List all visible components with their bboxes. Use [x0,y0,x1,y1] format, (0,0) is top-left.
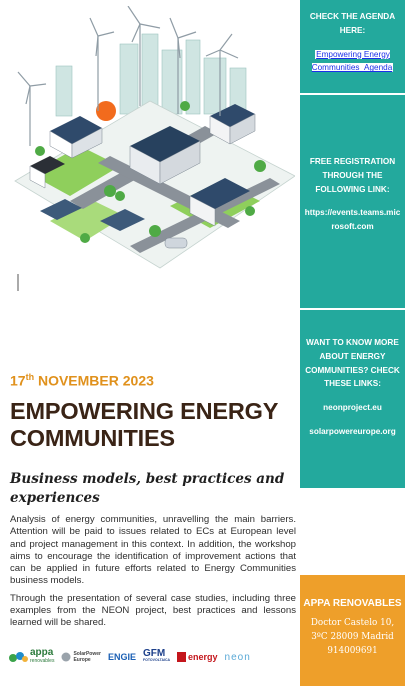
appa-logo [8,649,54,665]
gfm-logo-text: GFM [143,648,166,659]
event-description [10,514,296,635]
organizer-address-line-1: Doctor Castelo 10, [310,618,395,628]
smart-city-illustration [10,6,295,296]
agenda-link[interactable]: Empowering Energy Communities_Agenda [311,49,393,73]
energy-e-icon [177,652,186,662]
energy-logo [177,652,218,662]
description-paragraph-1: Analysis of energy communities, unravelling the main barriers. Attention will be paid to issues related to ECs at European level and project management in this context. In addition, the workshop aims to encourage the identification of improvement actions that can be applied in future efforts related to Energy Communities business models. [10,514,296,587]
neon-project-link[interactable]: neonproject.eu [323,403,382,413]
organizer-panel [300,575,405,686]
appa-logo-text: appa [30,647,54,658]
date-month-year: NOVEMBER 2023 [34,372,154,389]
more-info-heading: WANT TO KNOW MORE ABOUT ENERGY COMMUNITIES? CHECK THESE LINKS: [305,338,400,389]
gfm-logo [143,650,170,664]
organizer-address-line-2: 3ºC 28009 Madrid [311,632,394,642]
agenda-heading: CHECK THE AGENDA HERE: [309,12,396,35]
solarpower-sun-icon [61,652,71,662]
solarpower-logo-text: SolarPower [73,651,101,657]
event-subtitle: Business models, best practices and experiences [10,471,285,506]
engie-logo: ENGIE [107,652,136,662]
event-title: EMPOWERING ENERGY COMMUNITIES [10,398,278,451]
solarpower-europe-link[interactable]: solarpowereurope.org [309,426,396,436]
organizer-name: APPA RENOVABLES [303,598,402,609]
neon-logo: neon [224,651,251,663]
sidebar [300,0,410,686]
solarpower-logo-subtext: Europe [73,657,91,663]
appa-logo-subtext: renovables [30,658,55,664]
agenda-panel [300,0,405,93]
date-suffix: th [25,372,35,382]
energy-logo-text: energy [188,652,218,662]
registration-panel [300,95,405,308]
organizer-phone: 914009691 [327,646,378,656]
solarpower-europe-logo [61,651,101,663]
registration-link[interactable]: https://events.teams.microsoft.com [304,208,401,232]
appa-leaf-icon [8,651,28,663]
more-info-panel [300,310,405,488]
description-paragraph-2: Through the presentation of several case studies, including three examples from the NEON project, best practices and lessons learned will be shared. [10,592,296,629]
date-day: 17 [10,372,26,389]
registration-heading: FREE REGISTRATION THROUGH THE FOLLOWING LINK: [309,157,396,194]
gfm-logo-subtext: FOTOVOLTAICA [143,658,171,662]
partner-logos [8,646,298,668]
event-date [10,372,154,389]
